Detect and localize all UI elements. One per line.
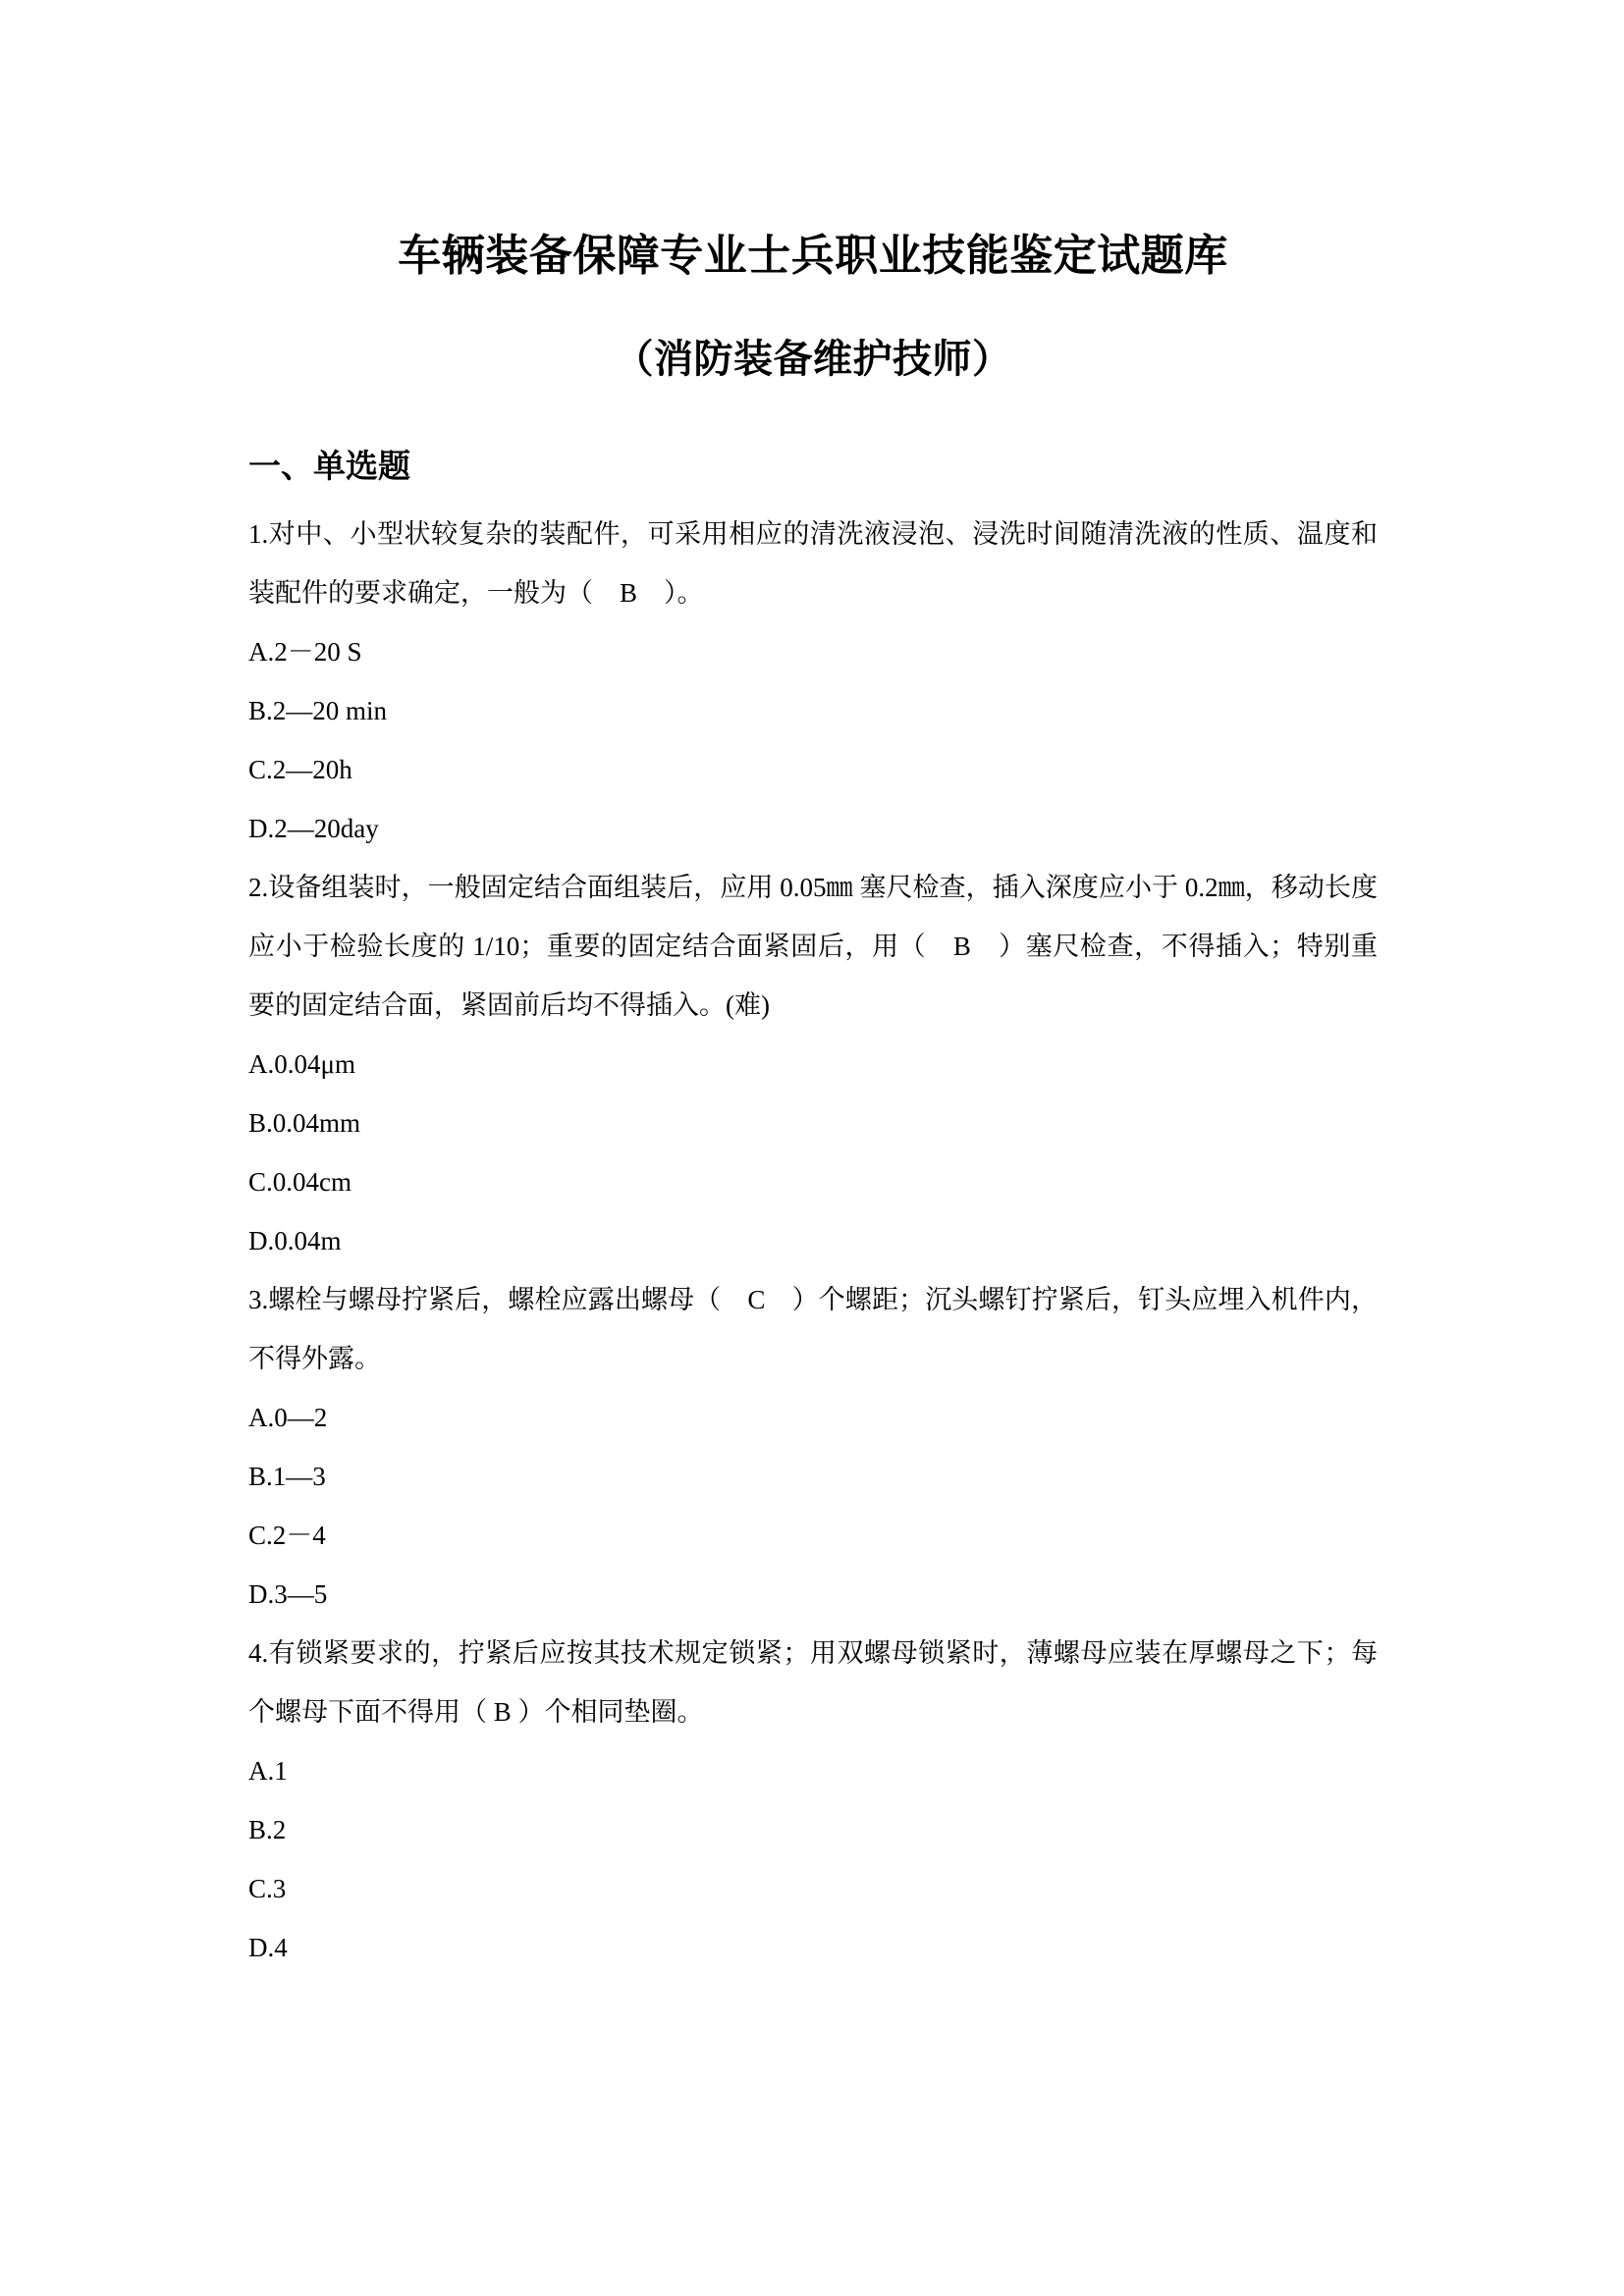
question-option: C.2—20h xyxy=(248,755,352,785)
question-stem: 3.螺栓与螺母拧紧后，螺栓应露出螺母（ C ）个螺距；沉头螺钉拧紧后，钉头应埋入机件内，不得外露。 xyxy=(248,1285,1378,1374)
question-option: D.2—20day xyxy=(248,814,379,844)
question-stem: 2.设备组装时，一般固定结合面组装后，应用 0.05㎜ 塞尺检查，插入深度应小于 0.2㎜，移动长度应小于检验长度的 1/10；重要的固定结合面紧固后，用（ B ）塞尺检查，不得插入；特别重要的固定结合面，紧固前后均不得插入。(难) xyxy=(248,873,1378,1021)
question-option: A.0.04μm xyxy=(248,1049,355,1080)
question-option: C.3 xyxy=(248,1874,287,1904)
question-option: B.0.04mm xyxy=(248,1108,361,1139)
question-option: B.2 xyxy=(248,1815,287,1845)
question-option: B.1—3 xyxy=(248,1462,326,1492)
question-item xyxy=(248,1270,1378,1624)
question-option: A.0—2 xyxy=(248,1403,328,1433)
page-content xyxy=(248,0,1378,1977)
page-subtitle: （消防装备维护技师） xyxy=(614,338,1012,381)
question-option: C.2－4 xyxy=(248,1521,326,1551)
question-option: A.2－20 S xyxy=(248,637,362,667)
question-option: D.0.04m xyxy=(248,1226,342,1256)
question-option: D.3—5 xyxy=(248,1579,328,1610)
question-option: D.4 xyxy=(248,1933,288,1963)
question-option: B.2—20 min xyxy=(248,696,388,726)
question-option: A.1 xyxy=(248,1756,288,1787)
section-heading-single-choice: 一、单选题 xyxy=(248,448,410,484)
question-option: C.0.04cm xyxy=(248,1167,352,1198)
question-item xyxy=(248,505,1378,858)
question-item xyxy=(248,858,1378,1270)
question-stem: 4.有锁紧要求的，拧紧后应按其技术规定锁紧；用双螺母锁紧时，薄螺母应装在厚螺母之下；每个螺母下面不得用（ B ）个相同垫圈。 xyxy=(248,1638,1378,1728)
page-title: 车辆装备保障专业士兵职业技能鉴定试题库 xyxy=(398,232,1228,280)
question-stem: 1.对中、小型状较复杂的装配件，可采用相应的清洗液浸泡、浸洗时间随清洗液的性质、温度和装配件的要求确定，一般为（ B ）。 xyxy=(248,519,1378,609)
question-item xyxy=(248,1624,1378,1977)
